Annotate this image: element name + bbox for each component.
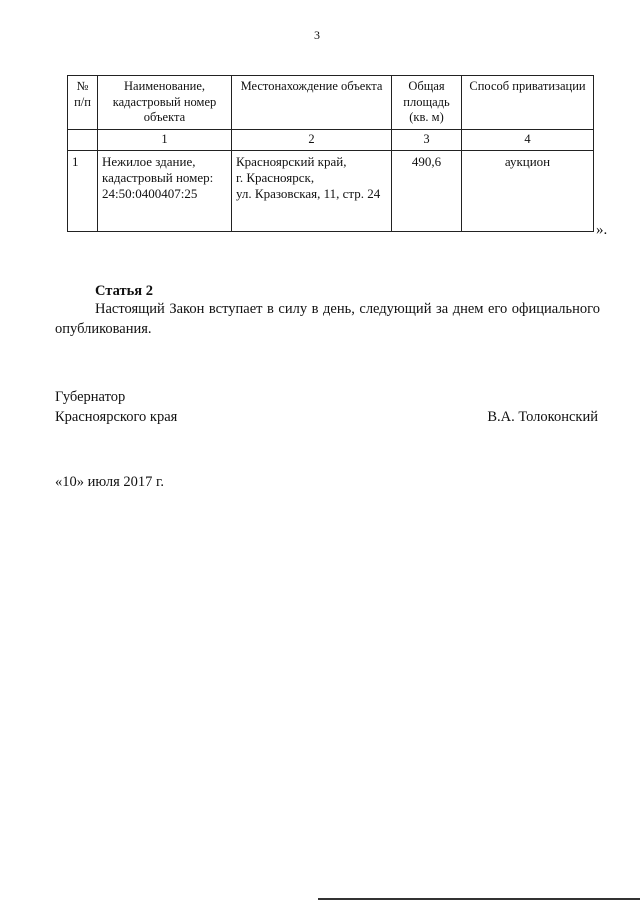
row-location-line-3: ул. Кразовская, 11, стр. 24 [236,186,381,202]
document-date: «10» июля 2017 г. [55,474,164,490]
row-location-line-2: г. Красноярск, [236,169,315,185]
header-location: Местонахождение объекта [232,76,392,130]
table-row [68,150,594,231]
signatory-title-line-1: Губернатор [55,389,126,405]
row-method: аукцион [462,150,594,231]
closing-quote-mark: ». [596,222,608,238]
row-name-line-1: Нежилое здание, [102,153,196,169]
column-number-2: 2 [232,130,392,151]
column-number-3: 3 [392,130,462,151]
page-number: 3 [314,28,320,42]
table-header-row [68,76,594,130]
header-method: Способ приватизации [462,76,594,130]
header-area: Общая площадь (кв. м) [392,76,462,130]
row-location [232,150,392,231]
row-location-line-1: Красноярский край, [236,153,347,169]
signatory-name: В.А. Толоконский [487,409,598,425]
signatory-title [55,387,177,427]
article-heading: Статья 2 [95,283,153,299]
objects-table [67,75,594,232]
column-number-1: 1 [98,130,232,151]
header-name: Наименование, кадастровый номер объекта [98,76,232,130]
column-number-empty [68,130,98,151]
header-index: № п/п [68,76,98,130]
column-number-row [68,130,594,151]
row-area: 490,6 [392,150,462,231]
row-name-line-2: кадастровый номер: [102,169,214,185]
bottom-divider [318,898,640,900]
column-number-4: 4 [462,130,594,151]
row-name [98,150,232,231]
article-text: Настоящий Закон вступает в силу в день, следующий за днем его официального опубликования. [55,301,600,337]
row-name-line-3: 24:50:0400407:25 [102,186,198,202]
signatory-title-line-2: Красноярского края [55,409,178,425]
row-index: 1 [68,150,98,231]
